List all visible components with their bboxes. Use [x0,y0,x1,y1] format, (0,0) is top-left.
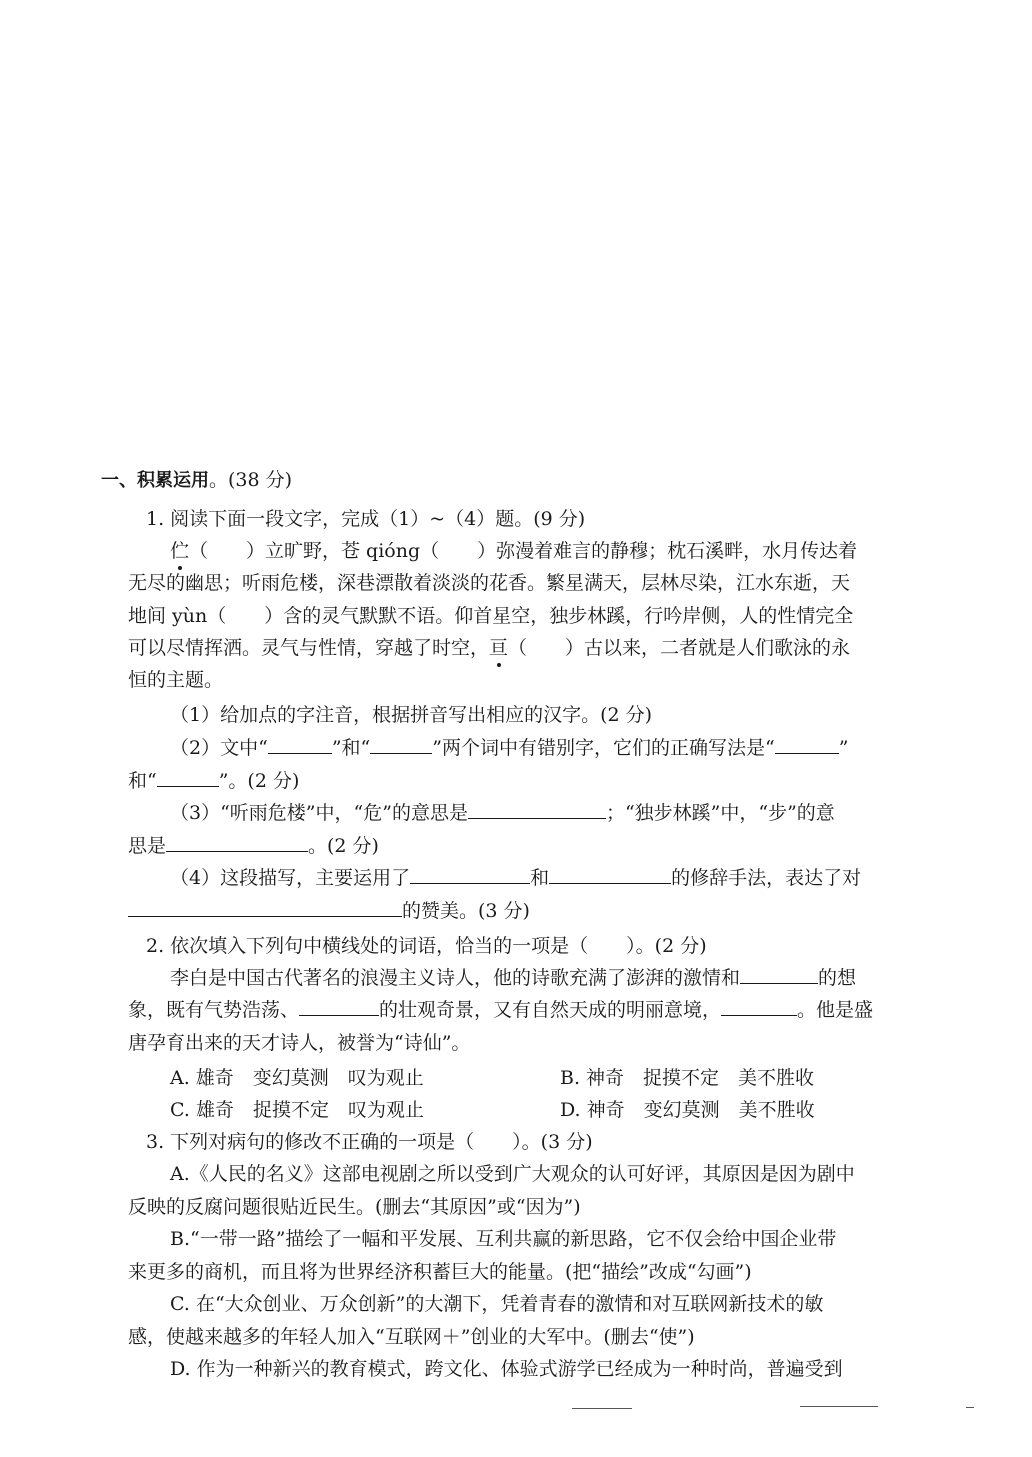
q1-sub-2-d: ” [838,737,849,759]
q2-passage-line-1 [170,962,856,994]
q2-option-a[interactable]: A. 雄奇 变幻莫测 叹为观止 [170,1067,424,1089]
q1-passage-line-4 [128,632,850,664]
section-title: 一、积累运用 [101,470,209,491]
scan-artifact [572,1408,632,1409]
q2-prompt: 2. 依次填入下列句中横线处的词语，恰当的一项是（ ）。(2 分) [146,935,707,957]
q1-sub-4 [170,862,861,894]
q1-passage-line-4-a: 可以尽情挥洒。灵气与性情，穿越了时空， [128,637,490,659]
q1-passage-line-3: 地间 yùn（ ）含的灵气默默不语。仰首星空，独步林蹊，行吟岸侧，人的性情完全 [128,605,854,627]
q1-passage-line-1 [170,535,857,567]
q3-option-c-line-1[interactable]: C. 在“大众创业、万众创新”的大潮下，凭着青春的激情和对互联网新技术的敏 [170,1293,824,1315]
q1-sub-1: （1）给加点的字注音，根据拼音写出相应的汉字。(2 分) [170,704,653,726]
q1-passage-line-1-text: （ ）立旷野，苍 qióng（ ）弥漫着难言的静穆；枕石溪畔，水月传达着 [189,540,858,562]
q1-sub-3 [170,797,835,829]
q1-passage-line-5: 恒的主题。 [128,669,224,691]
q1-sub-2-c: ”两个词中有错别字，它们的正确写法是“ [432,737,775,759]
q1-sub-2-e: 和“ [128,770,157,792]
section-heading [101,464,292,497]
q2-option-c[interactable]: C. 雄奇 捉摸不定 叹为观止 [170,1099,424,1121]
answer-blank[interactable] [740,963,818,984]
q3-option-a-line-1[interactable]: A.《人民的名义》这部电视剧之所以受到广大观众的认可好评，其原因是因为剧中 [170,1163,855,1185]
q1-sub-2-cont [128,765,299,797]
answer-blank[interactable] [410,863,530,884]
q1-sub-4-cont [128,895,530,927]
answer-blank[interactable] [468,798,606,819]
q1-sub-4-d: 的赞美。(3 分) [402,900,530,922]
q1-sub-2-b: ”和“ [331,737,371,759]
q3-option-c-line-2: 感，使越来越多的年轻人加入“互联网＋”创业的大军中。(删去“使”) [128,1326,695,1348]
q2-passage-line-2 [128,994,873,1026]
answer-blank[interactable] [166,831,308,852]
q1-passage-line-4-c: （ ）古以来，二者就是人们歌泳的永 [508,637,851,659]
dotted-char: 伫 [170,535,189,567]
answer-blank[interactable] [775,733,839,754]
q1-sub-3-b: ；“独步林蹊”中，“步”的意 [605,802,835,824]
answer-blank[interactable] [299,995,379,1016]
answer-blank[interactable] [268,733,332,754]
q2-passage-2-c: 。他是盛 [797,999,874,1021]
q2-passage-1-b: 的想 [818,967,857,989]
q2-passage-line-3: 唐孕育出来的天才诗人，被誉为“诗仙”。 [128,1032,471,1054]
q1-sub-2 [170,732,848,764]
answer-blank[interactable] [721,995,797,1016]
q3-option-b-line-1[interactable]: B.“一带一路”描绘了一幅和平发展、互利共赢的新思路，它不仅会给中国企业带 [170,1228,837,1250]
q1-prompt: 1. 阅读下面一段文字，完成（1）~（4）题。(9 分) [146,508,586,530]
q1-sub-4-b: 和 [530,867,550,889]
scan-artifact [800,1406,878,1407]
q1-sub-3-a: （3）“听雨危楼”中，“危”的意思是 [170,802,468,824]
scan-artifact [966,1407,974,1408]
q2-option-b[interactable]: B. 神奇 捉摸不定 美不胜收 [560,1067,815,1089]
q1-sub-2-f: ”。(2 分) [218,770,300,792]
q2-passage-2-a: 象，既有气势浩荡、 [128,999,300,1021]
section-score: 。(38 分) [209,469,293,491]
q3-option-b-line-2: 来更多的商机，而且将为世界经济积蓄巨大的能量。(把“描绘”改成“勾画”) [128,1261,752,1283]
q2-passage-2-b: 的壮观奇景，又有自然天成的明丽意境， [379,999,722,1021]
q3-option-a-line-2: 反映的反腐问题很贴近民生。(删去“其原因”或“因为”) [128,1196,581,1218]
q1-sub-3-cont [128,830,379,862]
q2-option-d[interactable]: D. 神奇 变幻莫测 美不胜收 [560,1099,815,1121]
q1-sub-2-a: （2）文中“ [170,737,268,759]
q1-sub-3-d: 。(2 分) [308,835,379,857]
answer-blank[interactable] [370,733,432,754]
q1-sub-4-a: （4）这段描写，主要运用了 [170,867,411,889]
q2-passage-1-a: 李白是中国古代著名的浪漫主义诗人，他的诗歌充满了澎湃的激情和 [170,967,741,989]
q3-prompt: 3. 下列对病句的修改不正确的一项是（ ）。(3 分) [146,1131,593,1153]
answer-blank[interactable] [549,863,671,884]
q1-passage-line-2: 无尽的幽思；听雨危楼，深巷漂散着淡淡的花香。繁星满天，层林尽染，江水东逝，天 [128,572,851,594]
q3-option-d-line-1[interactable]: D. 作为一种新兴的教育模式，跨文化、体验式游学已经成为一种时尚，普遍受到 [170,1358,843,1380]
q1-sub-4-c: 的修辞手法，表达了对 [671,867,862,889]
answer-blank[interactable] [128,896,402,917]
q1-sub-3-c: 思是 [128,835,167,857]
answer-blank[interactable] [157,766,219,787]
dotted-char: 亘 [489,632,508,664]
